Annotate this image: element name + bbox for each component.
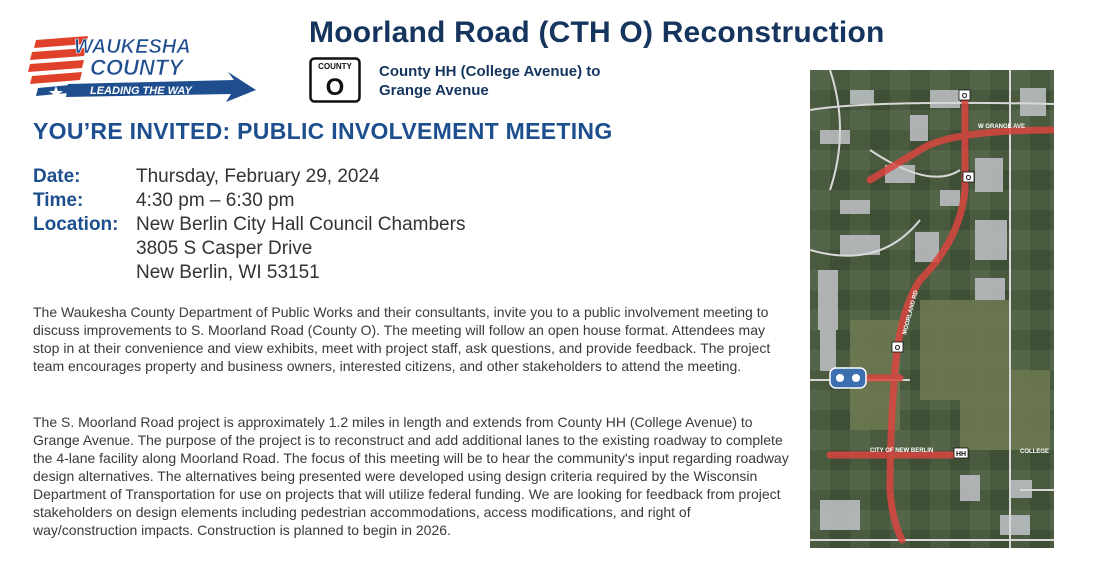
project-area-map — [810, 70, 1054, 548]
location-label: Location: — [33, 214, 119, 235]
date-value: Thursday, February 29, 2024 — [136, 166, 380, 187]
paragraph-intro: The Waukesha County Department of Public Works and their consultants, invite you to a public involvement meeting to discuss improvements to S. Moorland Road (County O). The meeting will follow an open house format. Attendees may stop in at their convenience and view exhibits, meet with project staff, ask questions, and provide feedback. The project team encourages property and business owners, interested citizens, and other stakeholders to attend the meeting. — [33, 304, 771, 374]
project-limits — [379, 62, 600, 100]
logo-line2: COUNTY — [90, 55, 183, 80]
marker-o-2: O — [965, 175, 972, 182]
marker-o-1: O — [961, 93, 968, 100]
location-line2: 3805 S Casper Drive — [136, 238, 313, 259]
location-line3: New Berlin, WI 53151 — [136, 262, 320, 283]
label-grange: W GRANGE AVE — [978, 124, 1026, 130]
logo-tagline: LEADING THE WAY — [90, 85, 192, 97]
date-label: Date: — [33, 166, 81, 187]
logo-line1: WAUKESHA — [74, 36, 191, 58]
subtitle-line1: County HH (College Avenue) to — [379, 63, 601, 80]
interchange-icon — [830, 368, 866, 388]
paragraph-project: The S. Moorland Road project is approximately 1.2 miles in length and extends from County HH (College Avenue) to Grange Avenue. The purpose of the project is to reconstruct and add additional lanes to the existing roadway to complete the 4-lane facility along Moorland Road. The focus of this meeting will be to hear the community's input regarding roadway design alternatives. The alternatives being presented were developed using design criteria required by the Wisconsin Department of Transportation for use on projects that will utilize federal funding. We are looking for feedback from project stakeholders on design elements including pedestrian accommodations, access modifications, and right of way/construction impacts. Construction is planned to begin in 2026. — [33, 414, 789, 538]
location-line1: New Berlin City Hall Council Chambers — [136, 214, 466, 235]
time-label: Time: — [33, 190, 84, 211]
label-city: CITY OF NEW BERLIN — [870, 448, 934, 454]
shield-top-text: COUNTY — [318, 62, 352, 71]
shield-letter: O — [325, 74, 345, 101]
page-title: Moorland Road (CTH O) Reconstruction — [309, 16, 885, 49]
marker-hh: HH — [955, 451, 967, 458]
time-value: 4:30 pm – 6:30 pm — [136, 190, 295, 211]
waukesha-county-logo — [28, 34, 260, 104]
marker-o-3: O — [894, 345, 901, 352]
label-moorland: MOORLAND RD — [902, 289, 920, 336]
invitation-heading: YOU’RE INVITED: PUBLIC INVOLVEMENT MEETING — [33, 118, 613, 144]
county-o-shield-icon — [309, 57, 361, 103]
subtitle-line2: Grange Avenue — [379, 82, 489, 99]
label-college: COLLEGE — [1020, 449, 1050, 455]
